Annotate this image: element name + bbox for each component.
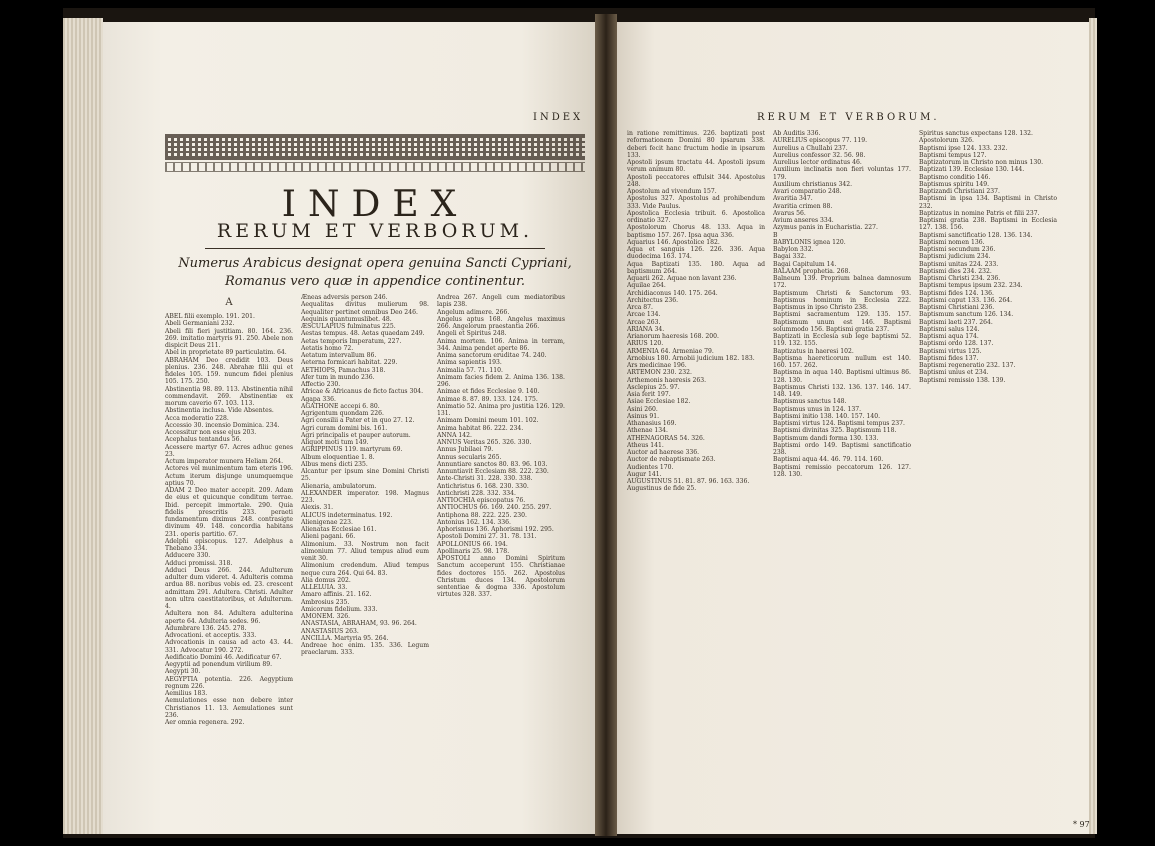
index-entry: Animam facies fidem 2. Anima 136. 138. 296. [437,373,565,388]
index-entry: AGRIPPINUS 119. martyrum 69. [301,446,403,454]
index-column-6 [919,130,1057,820]
index-entry: Agrigentum quondam 226. [301,410,384,417]
index-entry: ANNUS Veritas 265. 326. 330. [437,439,532,446]
index-entry: ALLELUIA. 33. [301,584,348,591]
book-gutter [595,14,617,836]
index-entry: Baptismi aqua 44. 46. 79. 114. 160. [773,456,884,464]
index-entry: Annuntiare sanctos 80. 83. 96. 103. [437,460,548,468]
index-entry: Audientes 170. [627,463,674,471]
index-entry: Baptismi unius et 234. [919,369,989,377]
index-entry: ARTEMON 230. 232. [627,369,692,377]
index-entry: Baptismi salus 124. [919,325,980,333]
index-entry: Alienaria, ambulatorum. [301,482,377,490]
divider [205,248,545,249]
index-entry: Animatio 52. Anima pro justitia 126. 129. 131. [437,402,565,417]
index-entry: Aegypti 30. [165,668,201,676]
index-entry: Aliquot moti tum 149. [301,439,369,446]
index-entry: Angelus aptus 168. Angelus maximus 266. Angelorum praestantia 266. [437,315,565,330]
index-entry: Baptismi ordo 128. 137. [919,340,994,348]
index-entry: Archidiaconus 140. 175. 264. [627,289,718,297]
index-entry: Atheus 141. [627,441,664,449]
index-entry: AUGUSTINUS 51. 81. 87. 96. 163. 336. [627,478,750,485]
index-entry: Baptismi fides 137. [919,354,979,362]
index-entry: Baptismi remissio 138. 139. [919,376,1006,384]
index-entry: Baptismi in ipsa 134. Baptismi in Christo 232. [919,195,1057,210]
index-entry: Baptismi aqua 174. [919,333,979,340]
decorative-border [165,162,585,172]
index-entry: ÆSCULAPIUS fulminatus 225. [301,323,396,330]
index-entry: Baptismus sanctus 148. [773,398,847,406]
index-entry: Andrea 267. Angeli cum mediatoribus lapis 238. [437,294,565,309]
index-entry: Africae & Africanus de ficto factus 304. [301,388,424,396]
index-entry: Avaritia 347. [773,195,813,203]
index-entry: Antichristus 6. 168. 230. 330. [437,482,529,490]
index-entry: Aqua et sanguis 126. 226. 336. Aqua duodecima 163. 174. [627,246,765,261]
index-column-4 [627,130,765,820]
index-entry: Afer tum in mundo 236. [301,373,375,381]
index-entry: Accessio 30. incensio Dominica. 234. [165,421,280,429]
index-entry: Acephalus tentandus 56. [165,436,242,444]
index-entry: AURELIUS episcopus 77. 119. [773,137,868,145]
index-entry: Baptismi judicium 234. [919,253,991,261]
index-entry: Aemilius 183. [165,690,208,697]
index-entry: Animae et fides Ecclesiae 9. 140. [437,388,540,396]
index-entry: Ambrosius 235. [301,598,350,606]
page-title: INDEX [281,184,469,225]
index-entry: Animalia 57. 71. 110. [437,366,503,374]
index-entry: Asiae Ecclesiae 182. [627,398,691,406]
index-entry: Alcantur per ipsum sine Domini Christi 25. [301,468,429,483]
index-entry: APOSTOLI anno Domini Spiritum Sanctum acceperunt 155. Christianae fides doctores 155. 262. Apostolus Christum duces 134. Apostolorum sententiae & dogma 336. Apostolum virtutes 328. 337. [437,555,565,599]
index-column-1 [165,294,293,828]
index-entry: Baptismi gratia 238. Baptismi in Ecclesia 127. 138. 156. [919,217,1057,232]
index-entry: Ab Auditis 336. [773,130,821,137]
index-entry: Aer omnia regenera. 292. [165,719,245,726]
index-entry: Alimonium credendum. Aliud tempus neque cura 264. Qui 64. 83. [301,562,429,577]
page-edges-left [63,18,103,834]
index-entry: Agri consilii a Pater et in quo 27. 12. [301,417,415,425]
index-entry: Arcae 263. [627,318,661,326]
index-entry: Aquarii 262. Aquae non lavant 236. [627,275,737,282]
index-entry: Baptizatus in haeresi 102. [773,347,854,355]
index-entry: Baptizatus in nomine Patris et filii 237. [919,209,1040,217]
index-entry: Arianorum haeresis 168. 200. [627,333,719,340]
index-entry: Baptizatorum in Christo non minus 130. [919,159,1044,166]
index-entry: Ante-Christi 31. 228. 330. 338. [437,475,533,483]
index-entry: Aetas temporis Imperatum, 227. [301,337,402,345]
index-entry: Aurelius lector ordinatus 46. [773,159,862,166]
index-entry: Accessitur non esse ejus 203. [165,429,257,436]
index-entry: Animae 8. 87. 89. 133. 124. 175. [437,395,538,403]
index-entry: Actores vel munimentum tam eteris 196. Actum iterum disjunge unumquemque aptius 70. [165,465,293,487]
index-entry: Architectus 236. [627,296,679,304]
index-entry: ANTIOCHUS 66. 169. 240. 255. 297. [437,504,552,512]
index-entry: Adduci promissi. 318. [165,559,233,567]
index-entry: Affectio 230. [301,381,341,388]
index-entry: Alimonium. 33. Nostrum non facit alimonium 77. Aliud tempus aliud eum venit 30. [301,540,429,562]
index-entry: Apostolorum 326. [919,137,974,145]
index-entry: Asclepius 25. 97. [627,383,680,391]
index-entry: Adumbrare 136. 245. 278. [165,624,247,632]
index-entry: Baptismus Christi 132. 136. 137. 146. 147. 148. 149. [773,383,911,398]
index-entry: APOLLONIUS 66. 194. [437,540,508,548]
index-entry: ABEL filii exemplo. 191. 201. [165,313,255,320]
index-entry: Apostolorum Chorus 48. 133. Aqua in baptismo 157. 267. Ipsa aqua 336. [627,224,765,239]
index-entry: Augustinus de fide 25. [627,485,697,493]
index-entry: Alieni pagani. 66. [301,533,356,541]
index-entry: Alienigenae 223. [301,518,353,526]
index-entry: Animam Domini meum 101. 102. [437,417,539,425]
index-entry: AEGYPTIA potentia. 226. Aegyptium regnum 226. [165,675,293,690]
index-entry: Alia domus 202. [301,576,351,584]
index-entry: Baptisma haereticorum nullum est 140. 160. 157. 262. [773,354,911,369]
index-entry: Baptismus spiritu 149. [919,180,990,188]
index-entry: Abeli Germaniani 232. [165,320,235,328]
index-entry: Baptismi virtus 124. Baptismi tempus 237. [773,420,905,427]
page-edges-right [1089,18,1097,834]
index-entry: Apostoli peccatores effulsit 344. Apostolus 248. [627,173,765,188]
index-entry: AETHIOPS, Pamachus 318. [301,366,386,374]
index-entry: Aurelius confessor 32. 56. 98. [773,151,866,159]
index-entry: Amaro affinis. 21. 162. [301,591,372,599]
index-entry: Advocationi. et acceptis. 333. [165,632,257,639]
index-entry: Balneum 139. Proprium balnea damnosum 172. [773,275,911,290]
index-entry: Abstinentia inclusa. Vide Absentes. [165,407,274,415]
index-entry: Anima habitat 86. 222. 234. [437,424,524,432]
index-entry: Baptismi virtus 125. [919,347,982,355]
index-entry: ATHENAGORAS 54. 326. [627,434,705,442]
index-entry: Adultera non 84. Adultera adulterina aperte 64. Adulteria sedes. 96. [165,610,293,625]
index-entry: Baptismi regeneratio 232. 137. [919,362,1016,369]
index-entry: Annuntiavit Ecclesiam 88. 222. 230. [437,468,549,475]
index-entry: Auxilium inclinatis non fieri voluntas 177. 179. [773,166,911,181]
index-entry: Anima sapientis 193. [437,359,502,367]
index-entry: ANASTASIUS 263. [301,627,359,635]
index-entry: Baptismi unitas 224. 233. [919,260,999,268]
index-entry: Baptismus unus in 124. 137. [773,405,862,413]
index-entry: Baptismi dies 234. 232. [919,267,992,275]
index-entry: Baptismi secundum 236. [919,246,996,253]
index-entry: ANNA 142. [437,431,472,439]
index-entry: Alienatas Ecclesiae 161. [301,526,377,533]
index-entry: Baptismi divinitas 325. Baptismum 118. [773,427,897,435]
index-entry: Apostolus 327. Apostolus ad prohibendum 333. Vide Paulus. [627,195,765,210]
index-entry: Aegyptii ad ponendum virilium 89. [165,661,273,668]
index-entry: Aequinis quantumuslibet. 48. [301,315,392,323]
index-entry: ANTIOCHIA episcopatus 76. [437,497,526,504]
index-entry: Asinus 91. [627,412,660,420]
index-entry: Babylon 332. [773,246,814,253]
index-entry: Baptismum dandi forma 130. 133. [773,434,879,442]
index-entry: Apollinaris 25. 98. 178. [437,547,510,555]
index-entry: Athanasius 169. [627,420,677,427]
page-number: * 97 [1073,820,1090,829]
index-entry: Aeterna formicari habitat. 229. [301,359,398,367]
index-entry: Baptismi caput 133. 136. 264. [919,296,1013,304]
index-entry: Avarus 56. [773,209,806,217]
index-entry: Baptismi Christiani 236. [919,304,995,311]
book [63,8,1095,838]
index-entry: Aetatis homo 72. [301,344,354,352]
index-entry: Baptismi Christi 234. 236. [919,275,1001,282]
index-entry: Spiritus sanctus expectans 128. 132. [919,130,1033,137]
index-entry: Annus Jubilaei 79. [437,446,494,454]
index-entry: Baptismi remissio peccatorum 126. 127. 128. 130. [773,463,911,478]
index-entry: Bagai Capitulum 14. [773,260,837,268]
index-entry: Abstinentia 98. 89. 113. Abstinentia nihil commendavit. 269. Abstinentiæ ex morum caverio 67. 103. 113. [165,385,293,407]
decorative-headpiece [165,134,585,160]
index-entry: Aemulationes esse non debere inter Christianos 11. 13. Aemulationes sunt 236. [165,697,293,719]
running-head-right: RERUM ET VERBORUM. [757,112,940,123]
index-entry: Avari comparatio 248. [773,188,842,195]
index-entry: Asini 260. [627,405,658,413]
index-entry: Actum imperator munera Heliam 264. [165,458,284,465]
index-entry: Baptismi tempus ipsum 232. 234. [919,282,1023,290]
index-entry: Agapa 336. [301,395,336,403]
index-entry: Baptizati in Ecclesia sub lege baptismi 52. 119. 132. 155. [773,333,911,348]
index-column-2 [301,294,429,828]
index-entry: Aestas tempus. 48. Aetas quaedam 249. [301,330,425,338]
index-entry: Acessere martyr 67. Acres adhuc genes 23. [165,443,293,458]
index-entry: Advocationis in causa ad acto 43. 44. 331. Advocatur 190. 272. [165,639,293,654]
index-entry: Aequalitas divitus mulierum 98. Aequaliter pertinet omnibus Deo 246. [301,301,429,316]
intro-note-line-2: Romanus vero quæ in appendice continentur. [224,274,526,289]
index-entry: in ratione remittimus. 226. baptizati post reformationem Domini 80 ipsarum 338. deberi fecit hanc fructum hodie in ipsarum 133. [627,130,765,159]
index-entry: Baptizandi Christiani 237. [919,188,1000,195]
index-entry: Auxilium christianus 342. [773,180,853,188]
index-entry: AMONEM. 326. [301,613,351,620]
index-entry: Baptismi sanctificatio 128. 136. 134. [919,231,1033,239]
index-entry: Apostolum ad vivendum 157. [627,188,717,195]
index-entry: Azymus panis in Eucharistia. 227. [773,224,878,232]
index-entry: Albus mens dicti 235. [301,460,368,468]
intro-note-line-1: Numerus Arabicus designat opera genuina Sancti Cypriani, [178,256,572,271]
index-entry: Auctor de rebaptismate 263. [627,456,716,464]
index-entry: ALEXANDER imperator. 198. Magnus 223. [301,489,429,504]
index-entry: Bagai 332. [773,253,807,261]
index-entry: Acca moderatio 228. [165,414,229,422]
index-entry: Athenae 134. [627,427,668,435]
index-entry: Baptismi nomen 136. [919,238,985,246]
index-column-3 [437,294,565,828]
index-entry: AGATHONE accepi 6. 80. [301,402,380,410]
index-entry: Andreae hoc enim. 135. 336. Legum praeclarum. 333. [301,642,429,657]
index-entry: Baptismi laeti 237. 264. [919,318,993,326]
index-entry: ANCILLA. Martyria 95. 264. [301,634,389,642]
index-entry: Adducere 330. [165,552,211,560]
index-entry: Adelphi episcopus. 127. Adelphus a Thebano 334. [165,537,293,552]
index-entry: Aetatum intervallum 86. [301,352,377,359]
index-entry: ALICUS indeterminatus. 192. [301,511,393,519]
index-entry: Avium anseres 334. [773,217,834,224]
index-entry: Aquilae 264. [627,282,666,290]
index-entry: Baptismi tempus 127. [919,151,987,159]
index-entry: Auctor ad haerese 336. [627,449,700,456]
index-entry: Baptismi initio 138. 140. 157. 140. [773,412,881,420]
index-entry: Aqua Baptizati 135. 180. Aqua ad baptismum 264. [627,260,765,275]
index-entry: ANASTASIA, ABRAHAM, 93. 96. 264. [301,620,417,628]
index-entry: Asia ferit 197. [627,391,671,398]
index-entry: Arca 87. [627,304,653,311]
index-entry: Alexis. 31. [301,504,334,512]
index-entry: BABYLONIS ignea 120. [773,238,846,246]
index-entry: Baptismum Christi & Sanctorum 93. Baptismus hominum in Ecclesia 222. Baptismus in ipso Christo 238. [773,289,911,311]
index-entry: Antiphona 88. 222. 225. 230. [437,511,527,519]
index-entry: Apostoli ipsum tractatu 44. Apostoli ipsum verum animum 80. [627,159,765,174]
index-entry: Aedificatio Domini 46. Aedificatur 67. [165,653,282,661]
index-column-5 [773,130,911,820]
index-entry: Amicorum fidelium. 333. [301,605,378,613]
left-page [103,22,595,834]
index-entry: Baptismi ipse 124. 133. 232. [919,144,1008,152]
index-entry: Abel in proprietate 89 particulatim. 64. [165,349,287,357]
index-entry: ARIANA 34. [627,325,665,333]
index-entry: Abeli fili fieri justitiam. 80. 164. 236. 269. imitatio martyris 91. 250. Abele non dispicit Deus 211. [165,327,293,349]
index-entry: ARIUS 120. [627,340,664,348]
index-entry: Arthemonis haeresis 263. [627,376,707,384]
running-head-left: INDEX [533,112,584,123]
index-entry: Baptismi sacramentum 129. 135. 157. Baptismum unum est 146. Baptismi solummodo 156. Baptismi gratia 237. [773,311,911,333]
index-entry: Ars medicinae 196. [627,362,687,369]
right-page [617,22,1089,834]
index-entry: Apostolica Ecclesia tribuit. 6. Apostolica ordinatio 327. [627,209,765,224]
index-entry: ABRAHAM Deo credidit 103. Deus plenius. 236. 248. Abrahæ filii qui et fideles 105. 159. nuncum fidei plenius 105. 175. 250. [165,356,293,386]
index-entry: Agri principalis et pauper autorum. [301,431,411,439]
index-entry: Æneas adversis person 246. [301,294,388,301]
index-entry: ADAM 2 Deo mater accepit. 209. Adam de eius et quicunque conditum terrae. Ibid. percepit immortale. 290. Quia fidelis prescritis 233. peraeti fundamentum diximus 248. contrasigte divinum 49. 148. concordia habitans 231. operis partitio. 67. [165,487,293,538]
index-entry: Angeli et Spiritus 248. [437,330,507,338]
index-entry: Baptismo conditio 146. [919,173,991,181]
index-entry: Anima mortem. 106. Anima in terram, 344. Anima pendet aperte 86. [437,337,565,352]
index-entry: Antonius 162. 134. 336. [437,518,511,526]
index-entry: Baptisma in aqua 140. Baptismi ultimus 86. 128. 130. [773,369,911,384]
index-entry: BALAAM prophetia. 268. [773,267,851,275]
index-entry: Agri curam domini bis. 161. [301,424,388,432]
index-entry: Baptismi fides 124. 136. [919,289,994,297]
page-subtitle: RERUM ET VERBORUM. [216,220,534,242]
index-entry: B [773,231,778,239]
index-entry: Angelum adimere. 266. [437,308,510,316]
index-entry: Baptismum sanctum 126. 134. [919,311,1014,319]
section-letter: A [225,297,233,308]
index-entry: Aurelius a Chullabi 237. [773,144,848,152]
index-entry: Aquarius 146. Apostolice 182. [627,238,720,246]
index-entry: Augur 141. [627,470,662,478]
index-entry: Adduci Deus 266. 244. Adulterum adulter dum videret. 4. Adulteris comma ardua 88. noribus vobis ed. 23. crescent admittam 291. Adultera. Christi. Adulter non ultra caestitatoribus, et Adulterum. 4. [165,566,293,610]
index-entry: Antichristi 228. 332. 334. [437,489,516,497]
index-entry: Baptizati 139. Ecclesiae 130. 144. [919,166,1025,174]
index-entry: Avaritia crimen 88. [773,202,833,210]
index-entry: Baptismi ordo 149. Baptismi sanctificatio 238. [773,441,911,456]
index-entry: Annus secularis 265. [437,453,502,461]
index-entry: Anima sanctorum eruditae 74. 240. [437,352,547,359]
index-entry: Arcae 134. [627,311,661,319]
index-entry: Arnobius 180. Arnobii judicium 182. 183. [627,354,755,362]
index-entry: Apostoli Domini 27. 31. 78. 131. [437,533,537,541]
index-entry: Album eloquentiae 1. 8. [301,453,375,461]
index-entry: ARMENIA 64. Armeniae 79. [627,347,714,355]
index-entry: Aphorismus 136. Aphorismi 192. 295. [437,526,554,533]
